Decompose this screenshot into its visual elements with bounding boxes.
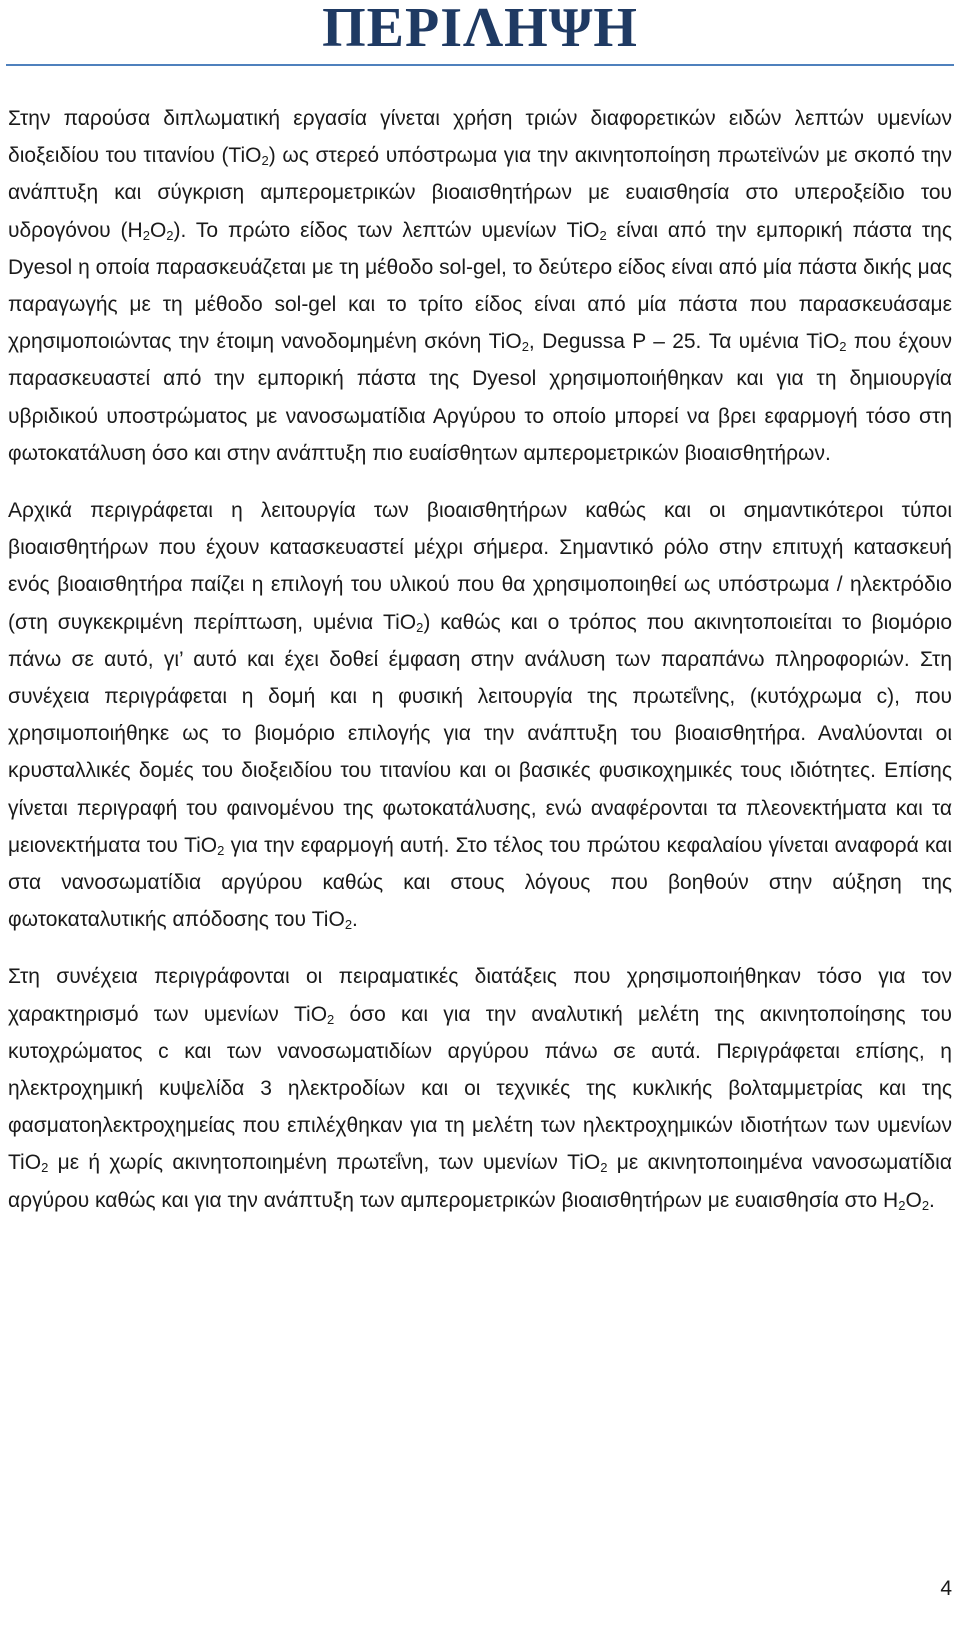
text-run: Στην παρούσα διπλωματική εργασία γίνεται χρήση τριών διαφορετικών ειδών λεπτών υμενίων διοξειδίου του τιτανίου (TiO [8, 107, 952, 168]
subscript: 2 [416, 619, 424, 635]
abstract-body [8, 100, 952, 1239]
text-run: ). Το πρώτο είδος των λεπτών υμενίων TiO [173, 218, 600, 242]
text-run: ) καθώς και ο τρόπος που ακινητοποιείται το βιομόριο πάνω σε αυτό, γι’ αυτό και έχει δοθεί έμφαση στην ανάλυση των παραπάνω πληροφοριών. Στη συνέχεια περιγράφεται η δομή και η φυσική λειτουργία της πρωτεΐνης, (κυτόχρωμα c), που χρησιμοποιήθηκε ως το βιομόριο επιλογής για την ανάπτυξη του βιοαισθητήρα. Αναλύονται οι κρυσταλλικές δομές του διοξειδίου του τιτανίου και οι βασικές φυσικοχημικές τους ιδιότητες. Επίσης γίνεται περιγραφή του φαινομένου της φωτοκατάλυσης, ενώ αναφέρονται τα πλεονεκτήματα και τα μειονεκτήματα του TiO [8, 610, 952, 857]
title-underline [6, 64, 954, 66]
subscript: 2 [839, 339, 847, 355]
subscript: 2 [261, 153, 269, 169]
paragraph-2 [8, 492, 952, 938]
subscript: 2 [521, 339, 529, 355]
text-run: O [149, 218, 167, 242]
text-run: είναι από την εμπορική πάστα της Dyesol η οποία παρασκευάζεται με τη μέθοδο sol-gel, το δεύτερο είδος είναι από μία πάστα δικής μας παραγωγής με τη μέθοδο sol-gel και το τρίτο είδος είναι από μία πάστα που παρασκευάσαμε χρησιμοποιώντας την έτοιμη νανοδομημένη σκόνη TiO [8, 218, 952, 354]
subscript: 2 [898, 1197, 906, 1213]
text-run: , Degussa P – 25. Τα υμένια TiO [528, 330, 840, 354]
text-run: με ακινητοποιημένα νανοσωματίδια αργύρου καθώς και για την ανάπτυξη των αμπερομετρικών βιοαισθητήρων με ευαισθησία στο H [8, 1151, 952, 1212]
subscript: 2 [166, 227, 174, 243]
subscript: 2 [600, 1160, 608, 1176]
text-run: για την εφαρμογή αυτή. Στο τέλος του πρώτου κεφαλαίου γίνεται αναφορά και στα νανοσωματίδια αργύρου καθώς και στους λόγους που βοηθούν στην αύξηση της φωτοκαταλυτικής απόδοσης του TiO [8, 833, 952, 932]
subscript: 2 [41, 1160, 49, 1176]
text-run: ) ως στερεό υπόστρωμα για την ακινητοποίηση πρωτεϊνών με σκοπό την ανάπτυξη και σύγκριση αμπερομετρικών βιοαισθητήρων με ευαισθησία στο υπεροξείδιο του υδρογόνου (H [8, 144, 952, 242]
text-run: Αρχικά περιγράφεται η λειτουργία των βιοαισθητήρων καθώς και οι σημαντικότεροι τύποι βιοαισθητήρων που έχουν κατασκευαστεί μέχρι σήμερα. Σημαντικό ρόλο στην επιτυχή κατασκευή ενός βιοαισθητήρα παίζει η επιλογή του υλικού που θα χρησιμοποιηθεί ως υπόστρωμα / ηλεκτρόδιο (στη συγκεκριμένη περίπτωση, υμένια TiO [8, 499, 952, 634]
text-run: με ή χωρίς ακινητοποιημένη πρωτεΐνη, των υμενίων TiO [48, 1151, 601, 1175]
subscript: 2 [142, 227, 150, 243]
text-run: όσο και για την αναλυτική μελέτη της ακινητοποίησης του κυτοχρώματος c και των νανοσωματιδίων αργύρου πάνω σε αυτά. Περιγράφεται επίσης, η ηλεκτροχημική κυψελίδα 3 ηλεκτροδίων και οι τεχνικές της κυκλικής βολταμμετρίας και της φασματοηλεκτροχημείας που επιλέχθηκαν για τη μελέτη των ηλεκτροχημικών ιδιοτήτων των υμενίων TiO [8, 1002, 952, 1175]
subscript: 2 [217, 842, 225, 858]
subscript: 2 [327, 1011, 335, 1027]
subscript: 2 [344, 917, 353, 933]
subscript: 2 [599, 227, 607, 243]
text-run: που έχουν παρασκευαστεί από την εμπορική πάστα της Dyesol χρησιμοποιήθηκαν και για τη δημιουργία υβριδικού υποστρώματος με νανοσωματίδια Αργύρου το οποίο μπορεί να βρει εφαρμογή τόσο στη φωτοκατάλυση όσο και στην ανάπτυξη πιο ευαίσθητων αμπερομετρικών βιοαισθητήρων. [8, 330, 952, 465]
text-run: O [905, 1188, 922, 1212]
subscript: 2 [921, 1197, 930, 1213]
text-run: Στη συνέχεια περιγράφονται οι πειραματικές διατάξεις που χρησιμοποιήθηκαν τόσο για τον χαρακτηρισμό των υμενίων TiO [8, 965, 952, 1026]
text-run: . [929, 1188, 935, 1212]
paragraph-1 [8, 100, 952, 472]
paragraph-3 [8, 958, 952, 1218]
page-title: ΠΕΡΙΛΗΨΗ [322, 0, 638, 59]
text-run: . [352, 908, 358, 932]
page-number: 4 [940, 1577, 952, 1600]
